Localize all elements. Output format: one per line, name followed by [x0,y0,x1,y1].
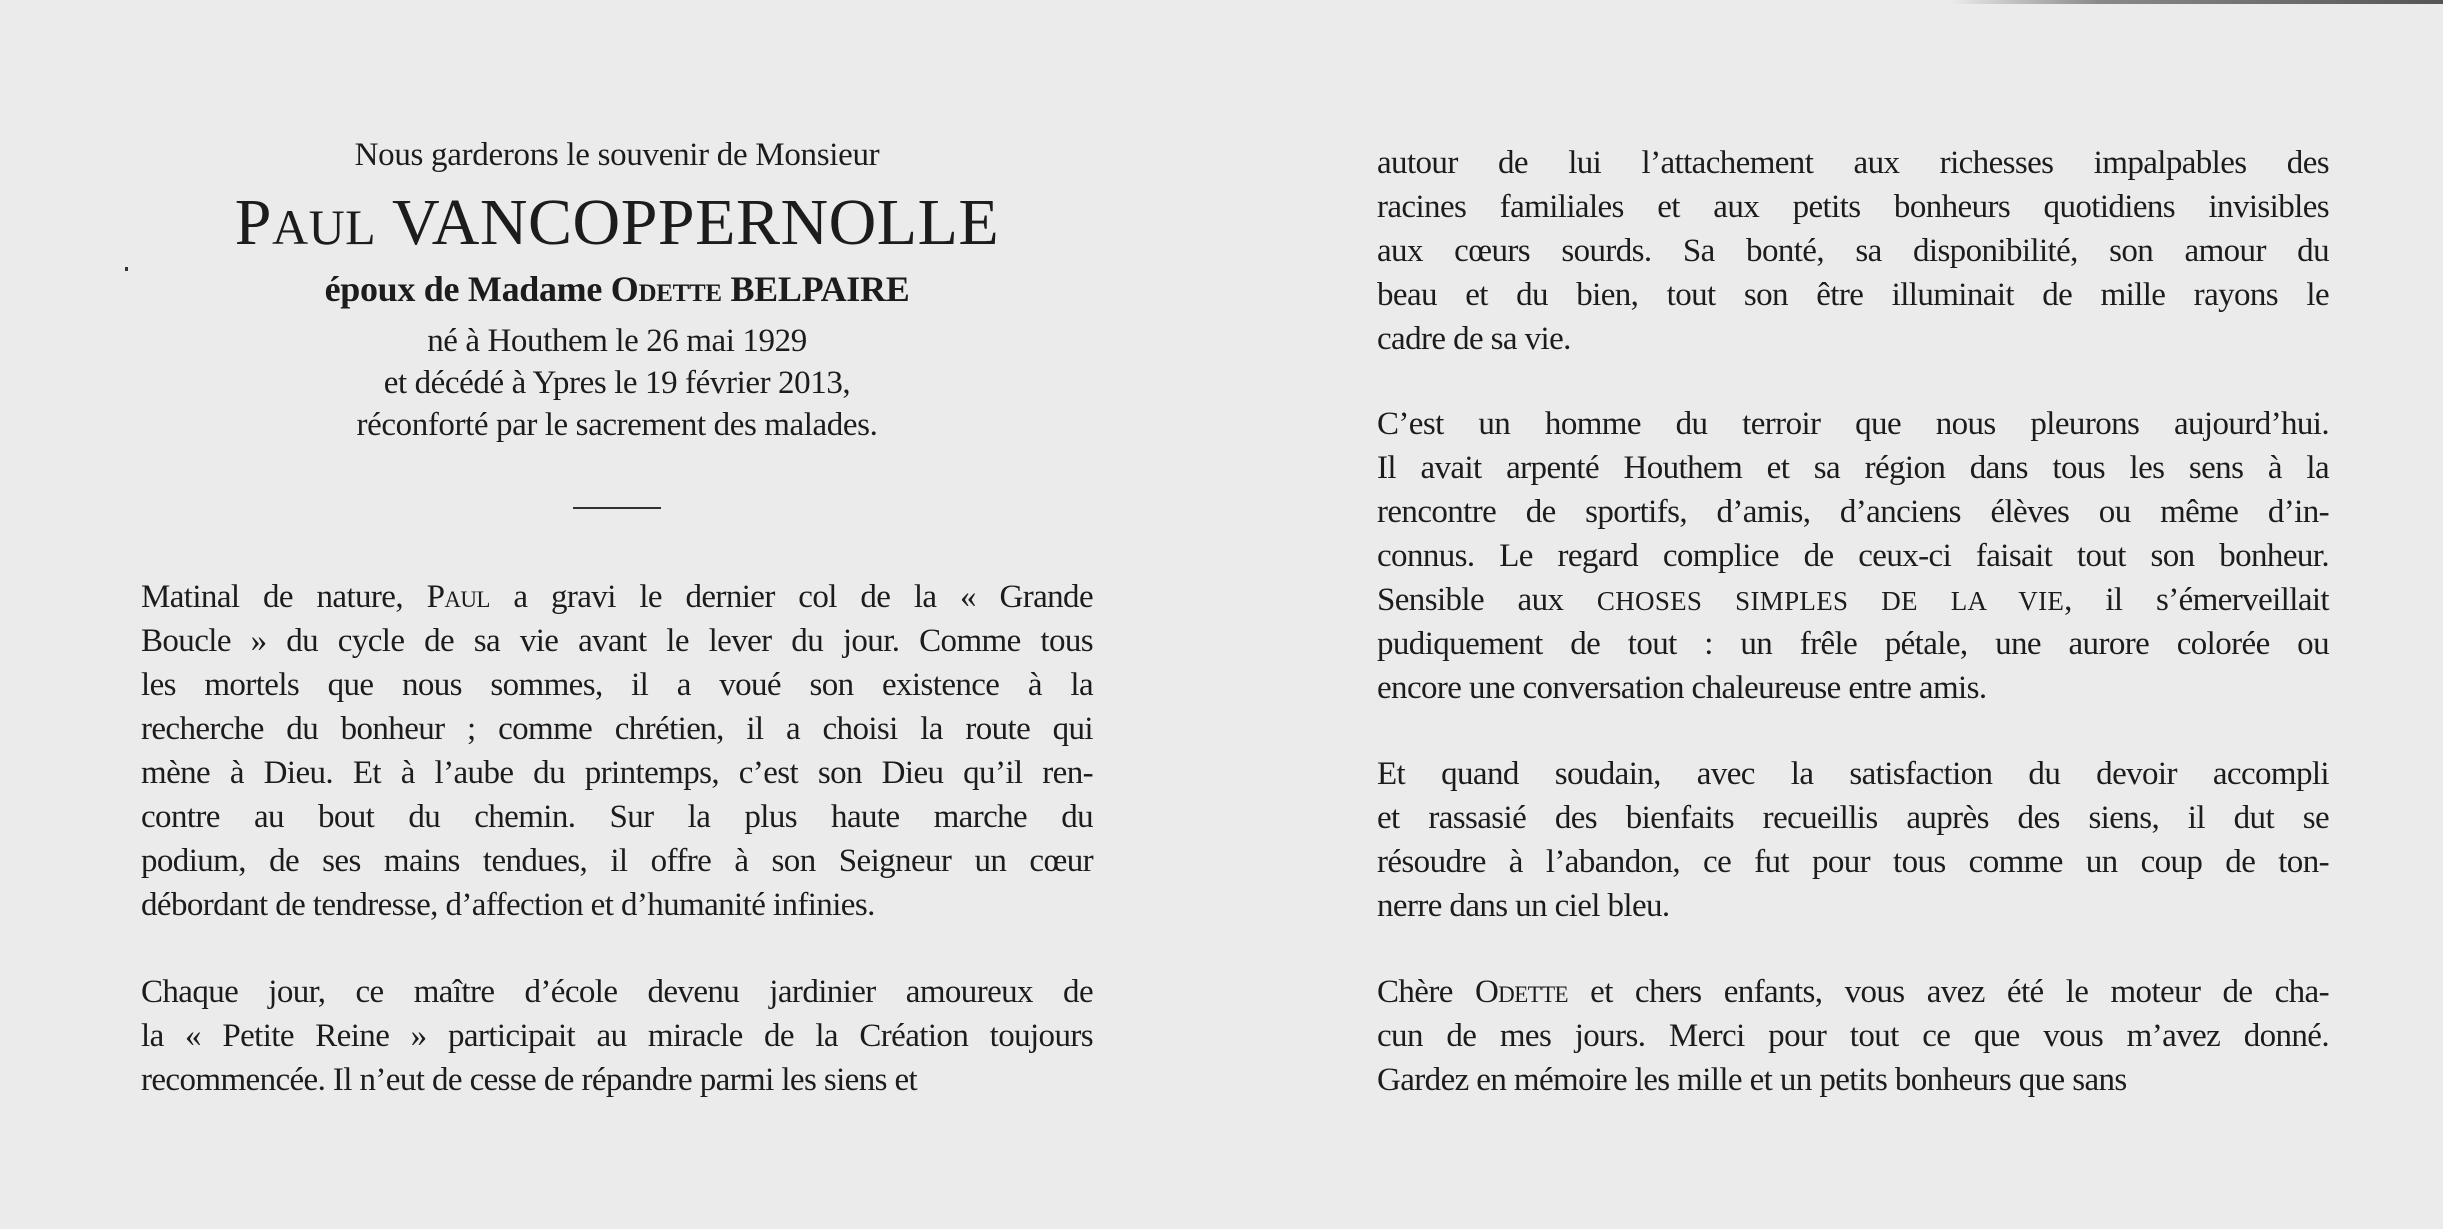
paragraph [1377,402,2329,710]
text-line [1377,752,2329,796]
text-line [1377,666,2329,710]
text-line [1377,490,2329,534]
paragraph [1377,752,2329,928]
text-line [1377,796,2329,840]
text-run: Boucle » du cycle de sa vie avant le lever du jour. Comme tous [141,623,1093,659]
spouse-first-name: Odette [610,269,722,309]
text-line [1377,141,2329,185]
text-line [141,1014,1093,1058]
spouse-prefix: époux de Madame [324,269,603,309]
text-run: connus. Le regard complice de ceux-ci faisait tout son bonheur. [1377,538,2329,574]
text-run: Matinal de nature, [141,579,427,615]
first-name-rest: AUL [271,199,377,255]
text-line [141,751,1093,795]
text-run: a gravi le dernier col de la « Grande [489,579,1093,615]
text-line [1377,229,2329,273]
deceased-name [141,186,1093,259]
text-run: résoudre à l’abandon, ce fut pour tous comme un coup de ton- [1377,844,2329,880]
paragraph [1377,970,2329,1102]
text-run: les mortels que nous sommes, il a voué son existence à la [141,667,1093,703]
text-line [1377,1058,2329,1102]
text-run: Chaque jour, ce maître d’école devenu jardinier amoureux de [141,974,1093,1010]
text-line [141,883,1093,927]
text-line [1377,622,2329,666]
text-run: et rassasié des bienfaits recueillis auprès des siens, il dut se [1377,800,2329,836]
text-run: encore une conversation chaleureuse entre amis. [1377,670,1987,706]
scan-top-edge-shadow [1950,0,2443,4]
text-run: Et quand soudain, avec la satisfaction du devoir accompli [1377,756,2329,792]
dates-block [141,320,1093,446]
text-line [1377,446,2329,490]
text-line [1377,534,2329,578]
text-line [1377,884,2329,928]
text-run: beau et du bien, tout son être illuminait de mille rayons le [1377,277,2329,313]
text-line [1377,1014,2329,1058]
text-run: podium, de ses mains tendues, il offre à son Seigneur un cœur [141,843,1093,879]
text-line [141,795,1093,839]
paragraph [1377,141,2329,361]
text-line [1377,970,2329,1014]
text-run: Chère [1377,974,1475,1010]
text-run: aux cœurs sourds. Sa bonté, sa disponibilité, son amour du [1377,233,2329,269]
text-line [141,1058,1093,1102]
text-run: recommencée. Il n’eut de cesse de répandre parmi les siens et [141,1062,918,1098]
first-name-initial: P [234,186,272,259]
spouse-surname: BELPAIRE [730,269,910,309]
text-run: nerre dans un ciel bleu. [1377,888,1670,924]
text-run: débordant de tendresse, d’affection et d’humanité infinies. [141,887,875,923]
text-run: contre au bout du chemin. Sur la plus haute marche du [141,799,1093,835]
text-run: racines familiales et aux petits bonheurs quotidiens invisibles [1377,189,2329,225]
text-run: autour de lui l’attachement aux richesses impalpables des [1377,145,2329,181]
text-run: Sensible aux [1377,582,1597,618]
text-line [141,970,1093,1014]
text-line [1377,273,2329,317]
text-line [141,575,1093,619]
scan-speck [125,267,128,271]
text-run: la « Petite Reine » participait au miracle de la Création toujours [141,1018,1093,1054]
text-run: et chers enfants, vous avez été le moteur de cha- [1568,974,2329,1010]
spouse-line [141,268,1093,310]
text-run: rencontre de sportifs, d’amis, d’anciens élèves ou même d’in- [1377,494,2329,530]
birth-line: né à Houthem le 26 mai 1929 [427,323,807,359]
text-line [141,707,1093,751]
text-line [141,839,1093,883]
text-run: recherche du bonheur ; comme chrétien, il a choisi la route qui [141,711,1093,747]
text-line [141,663,1093,707]
text-line [141,619,1093,663]
text-line [1377,840,2329,884]
text-run: Il avait arpenté Houthem et sa région dans tous les sens à la [1377,450,2329,486]
text-run: cadre de sa vie. [1377,321,1571,357]
small-caps-name: Paul [426,579,490,615]
paragraph [141,970,1093,1102]
sacrament-line: réconforté par le sacrement des malades. [356,407,878,443]
text-run: cun de mes jours. Merci pour tout ce que vous m’avez donné. [1377,1018,2329,1054]
caps-phrase: CHOSES SIMPLES DE LA VIE [1596,586,2065,616]
text-line [1377,402,2329,446]
surname: VANCOPPERNOLLE [392,186,1000,259]
intro-line: Nous garderons le souvenir de Monsieur [354,137,880,173]
text-run: pudiquement de tout : un frêle pétale, une aurore colorée ou [1377,626,2329,662]
paragraph [141,575,1093,927]
divider-rule [573,507,661,509]
small-caps-name: Odette [1474,974,1568,1010]
text-run: C’est un homme du terroir que nous pleurons aujourd’hui. [1377,406,2329,442]
text-run: , il s’émerveillait [2064,582,2330,618]
text-run: Gardez en mémoire les mille et un petits bonheurs que sans [1377,1062,2127,1098]
text-line [1377,317,2329,361]
death-line: et décédé à Ypres le 19 février 2013, [383,365,851,401]
text-run: mène à Dieu. Et à l’aube du printemps, c’est son Dieu qu’il ren- [141,755,1093,791]
text-line [1377,578,2329,622]
text-line [1377,185,2329,229]
